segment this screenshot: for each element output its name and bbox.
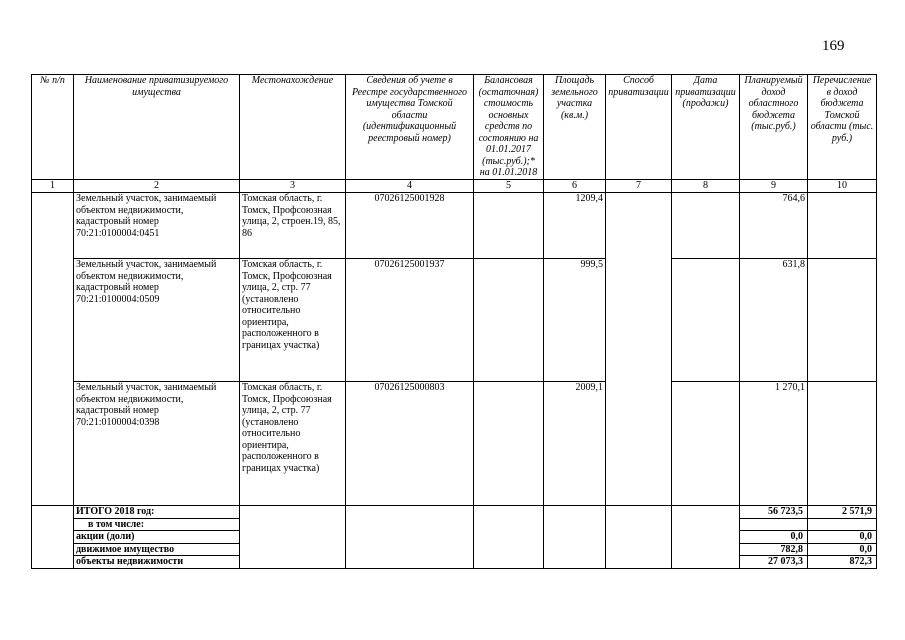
column-number: 3 [240,180,346,193]
column-header: Способ приватизации [606,75,672,180]
privatization-date [672,259,740,382]
privatization-table [31,74,877,569]
budget-transfer [808,259,877,382]
totals-transferred: 872,3 [808,556,877,569]
column-number: 6 [544,180,606,193]
planned-income: 1 270,1 [740,382,808,506]
property-name: Земельный участок, занимаемый объектом недвижимости, кадастровый номер 70:21:0100004:0398 [74,382,240,506]
property-location: Томская область, г. Томск, Профсоюзная улица, 2, стр. 77 (установлено относительно ориентира, расположенного в границах участка) [240,382,346,506]
privatization-date [672,193,740,259]
column-header: Сведения об учете в Реестре государственного имущества Томской области (идентификационный реестровый номер) [346,75,474,180]
row-number-cell [32,193,74,506]
empty-cell [346,506,474,569]
empty-cell [474,506,544,569]
property-name: Земельный участок, занимаемый объектом недвижимости, кадастровый номер 70:21:0100004:0509 [74,259,240,382]
balance-value [474,382,544,506]
registry-number: 07026125001937 [346,259,474,382]
column-number: 2 [74,180,240,193]
budget-transfer [808,382,877,506]
table-header-row [32,75,877,180]
column-header: Балансовая (остаточная) стоимость основных средств по состоянию на 01.01.2017 (тыс.руб.);* на 01.01.2018 [474,75,544,180]
planned-income: 631,8 [740,259,808,382]
totals-transferred: 0,0 [808,531,877,544]
page-number: 169 [822,38,845,54]
totals-planned [740,518,808,531]
column-number: 4 [346,180,474,193]
privatization-date [672,382,740,506]
totals-label: акции (доли) [74,531,240,544]
totals-planned: 56 723,5 [740,506,808,519]
column-header: Перечисление в доход бюджета Томской области (тыс. руб.) [808,75,877,180]
privatization-method [606,193,672,506]
budget-transfer [808,193,877,259]
totals-row [32,506,877,519]
column-header: Планируемый доход областного бюджета (тыс.руб.) [740,75,808,180]
totals-planned: 782,8 [740,543,808,556]
land-area: 2009,1 [544,382,606,506]
column-number: 8 [672,180,740,193]
land-area: 1209,4 [544,193,606,259]
empty-cell [672,506,740,569]
column-number: 1 [32,180,74,193]
balance-value [474,193,544,259]
column-header: № п/п [32,75,74,180]
totals-transferred: 0,0 [808,543,877,556]
registry-number: 07026125000803 [346,382,474,506]
table-row [32,193,877,259]
column-header: Наименование приватизируемого имущества [74,75,240,180]
totals-transferred: 2 571,9 [808,506,877,519]
column-number: 10 [808,180,877,193]
property-location: Томская область, г. Томск, Профсоюзная улица, 2, строен.19, 85, 86 [240,193,346,259]
totals-label: движимое имущество [74,543,240,556]
empty-cell [606,506,672,569]
column-header: Местонахождение [240,75,346,180]
empty-cell [240,506,346,569]
totals-transferred [808,518,877,531]
property-name: Земельный участок, занимаемый объектом недвижимости, кадастровый номер 70:21:0100004:0451 [74,193,240,259]
column-number: 9 [740,180,808,193]
totals-label: ИТОГО 2018 год: [74,506,240,519]
registry-number: 07026125001928 [346,193,474,259]
totals-number-cell [32,506,74,569]
totals-planned: 27 073,3 [740,556,808,569]
column-header: Дата приватизации (продажи) [672,75,740,180]
property-location: Томская область, г. Томск, Профсоюзная улица, 2, стр. 77 (установлено относительно ориентира, расположенного в границах участка) [240,259,346,382]
table-row [32,259,877,382]
column-number: 5 [474,180,544,193]
column-number-row [32,180,877,193]
table-row [32,382,877,506]
column-number: 7 [606,180,672,193]
planned-income: 764,6 [740,193,808,259]
totals-planned: 0,0 [740,531,808,544]
totals-label: объекты недвижимости [74,556,240,569]
empty-cell [544,506,606,569]
column-header: Площадь земельного участка (кв.м.) [544,75,606,180]
totals-label: в том числе: [74,518,240,531]
land-area: 999,5 [544,259,606,382]
balance-value [474,259,544,382]
